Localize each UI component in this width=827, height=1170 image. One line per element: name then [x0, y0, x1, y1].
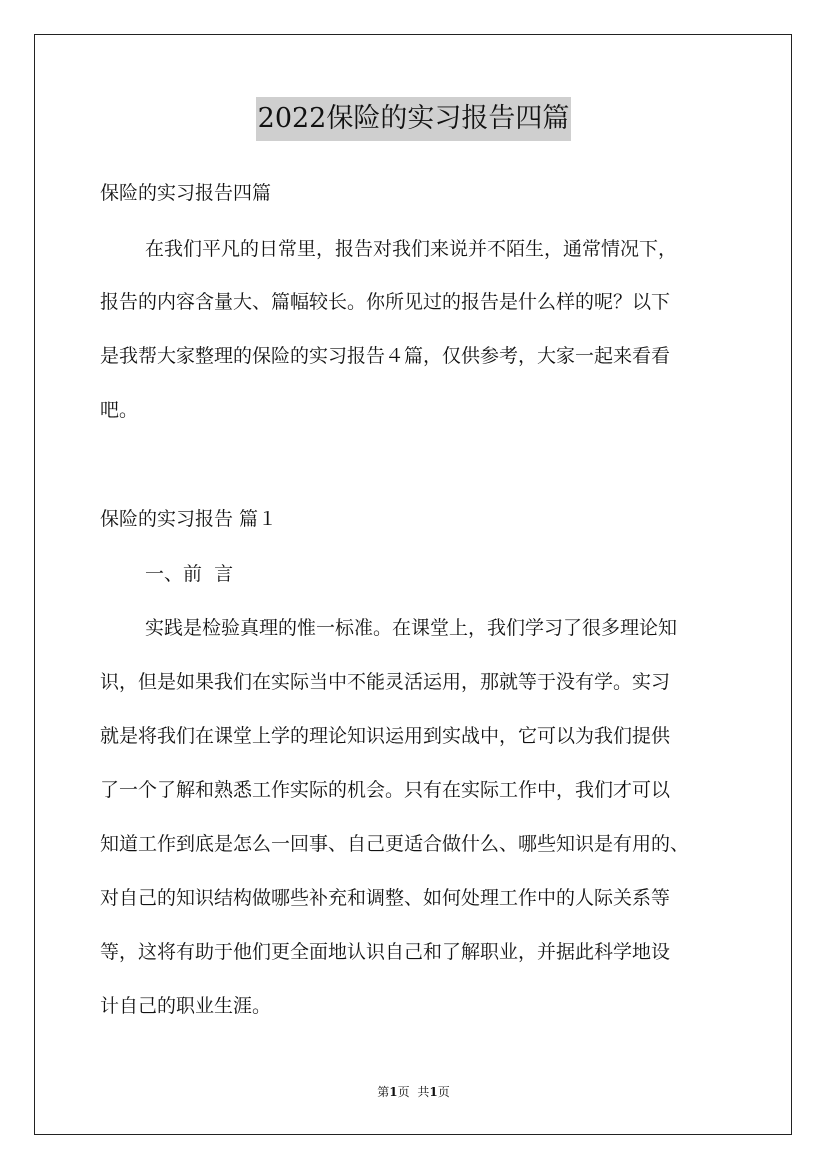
intro-line-1: 在我们平凡的日常里，报告对我们来说并不陌生，通常情况下， [145, 238, 678, 260]
body-line-2: 识，但是如果我们在实际当中不能灵活运用，那就等于没有学。实习 [100, 671, 671, 693]
page-footer [0, 1082, 827, 1102]
footer-page-number: 1 [389, 1085, 398, 1099]
body-line-6: 对自己的知识结构做哪些补充和调整、如何处理工作中的人际关系等 [100, 887, 671, 909]
document-title: 2022保险的实习报告四篇 [256, 97, 572, 141]
intro-line-4: 吧。 [100, 399, 139, 421]
document-subtitle: 保险的实习报告四篇 [100, 182, 272, 204]
intro-line-3: 是我帮大家整理的保险的实习报告４篇，仅供参考，大家一起来看看 [100, 345, 671, 367]
body-line-1: 实践是检验真理的惟一标准。在课堂上，我们学习了很多理论知 [145, 617, 678, 639]
body-line-5: 知道工作到底是怎么一回事、自己更适合做什么、哪些知识是有用的、 [100, 833, 690, 855]
subsection-heading: 一、前 言 [145, 563, 234, 585]
body-line-3: 就是将我们在课堂上学的理论知识运用到实战中，它可以为我们提供 [100, 725, 671, 747]
footer-page-prefix: 第 [377, 1085, 390, 1099]
footer-page-suffix: 页 [397, 1085, 410, 1099]
footer-total-suffix: 页 [437, 1085, 450, 1099]
body-line-4: 了一个了解和熟悉工作实际的机会。只有在实际工作中，我们才可以 [100, 779, 671, 801]
title-wrap [0, 97, 827, 141]
footer-total-prefix: 共 [417, 1085, 430, 1099]
footer-total-number: 1 [429, 1085, 438, 1099]
body-line-7: 等，这将有助于他们更全面地认识自己和了解职业，并据此科学地设 [100, 941, 671, 963]
body-line-8: 计自己的职业生涯。 [100, 995, 272, 1017]
intro-line-2: 报告的内容含量大、篇幅较长。你所见过的报告是什么样的呢？以下 [100, 291, 671, 313]
section-heading: 保险的实习报告 篇１ [100, 508, 278, 530]
